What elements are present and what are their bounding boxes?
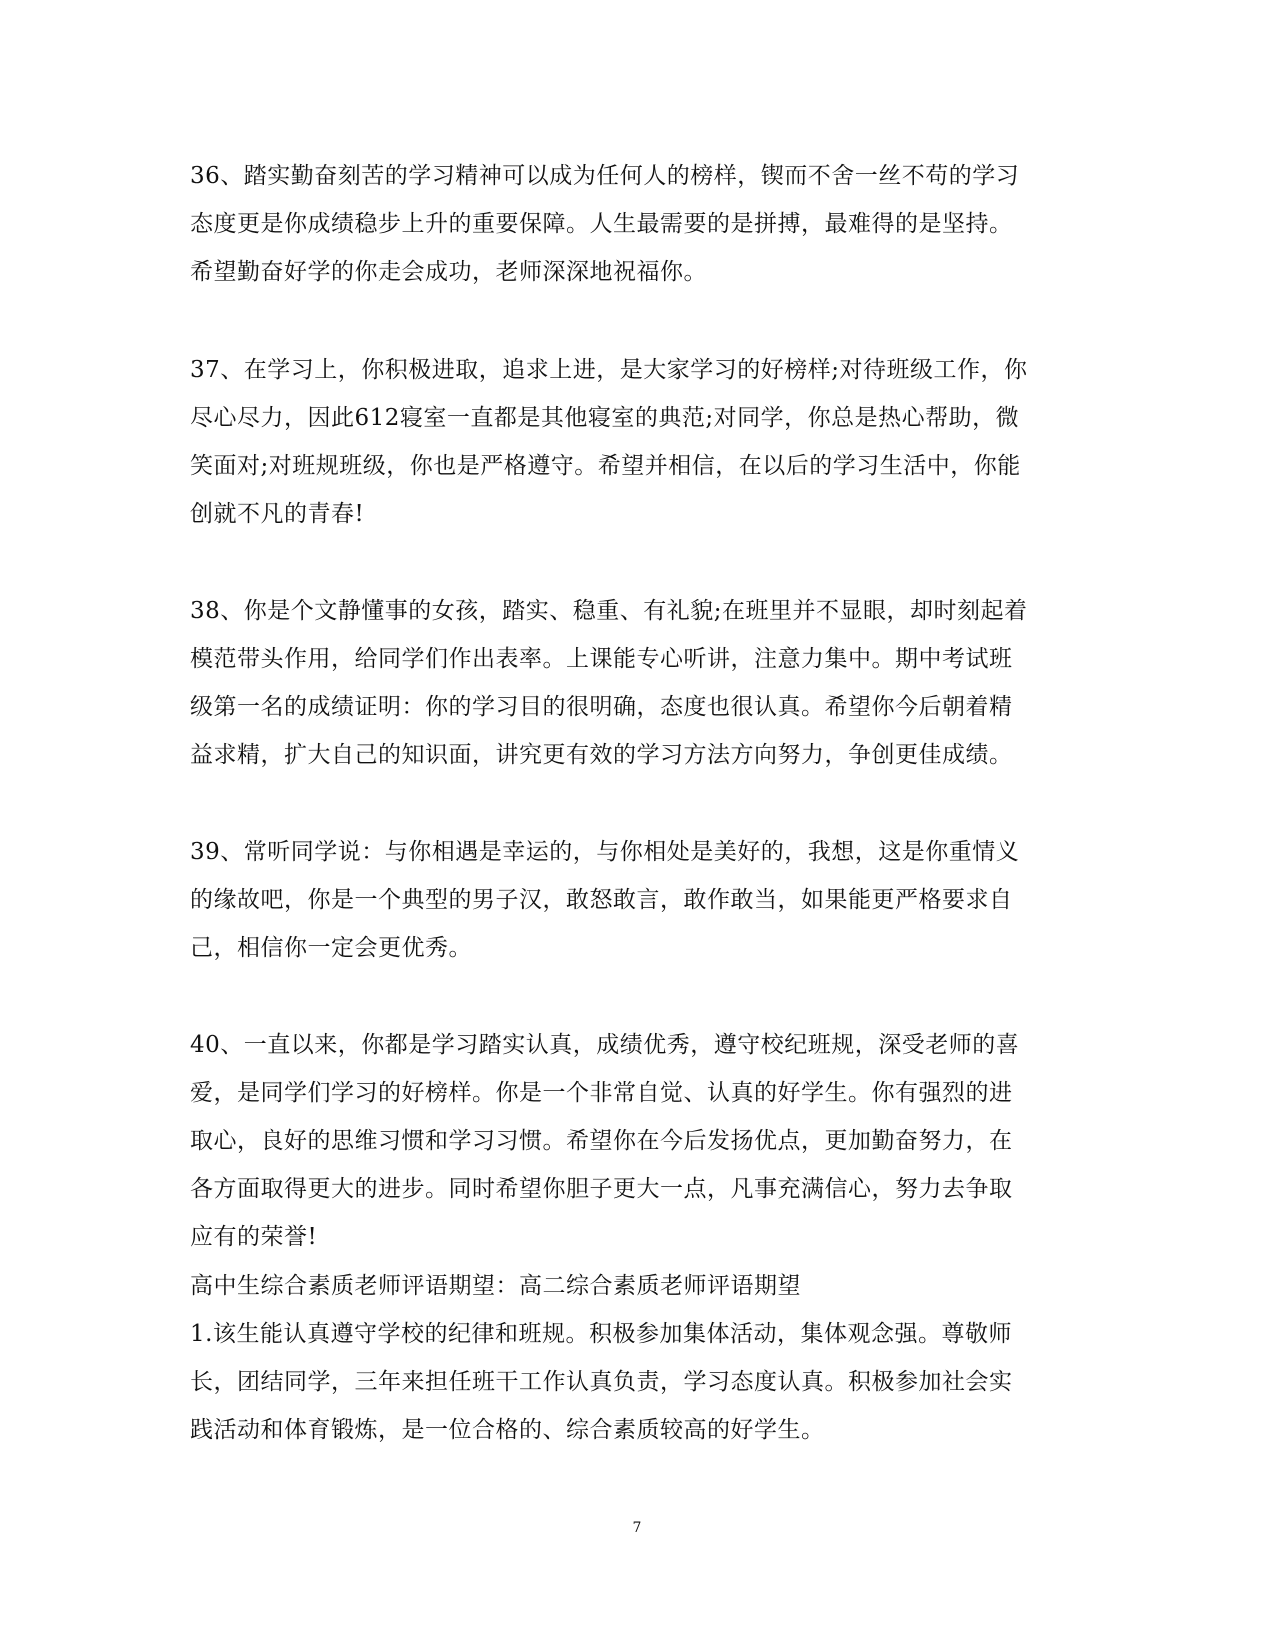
comment-paragraph-39: 39、常听同学说：与你相遇是幸运的，与你相处是美好的，我想，这是你重情义 的缘故吧，你是一个典型的男子汉，敢怒敢言，敢作敢当，如果能更严格要求自 己，相信你一定会更优秀。 (190, 839, 1020, 961)
comment-paragraph-38: 38、你是个文静懂事的女孩，踏实、稳重、有礼貌;在班里并不显眼，却时刻起着 模范带头作用，给同学们作出表率。上课能专心听讲，注意力集中。期中考试班 级第一名的成绩证明：你的学习目的很明确，态度也很认真。希望你今后朝着精 益求精，扩大自己的知识面，讲究更有效的学习方法方向努力，争创更佳成绩。 (190, 598, 1028, 768)
comment-paragraph-37: 37、在学习上，你积极进取，追求上进，是大家学习的好榜样;对待班级工作，你 尽心尽力，因此612寝室一直都是其他寝室的典范;对同学，你总是热心帮助，微 笑面对;对班规班级，你也是严格遵守。希望并相信，在以后的学习生活中，你能 创就不凡的青春! (190, 357, 1028, 527)
page-number: 7 (632, 1520, 642, 1536)
comment-paragraph-40: 40、一直以来，你都是学习踏实认真，成绩优秀，遵守校纪班规，深受老师的喜 爱，是同学们学习的好榜样。你是一个非常自觉、认真的好学生。你有强烈的进 取心，良好的思维习惯和学习习惯。希望你在今后发扬优点，更加勤奋努力，在 各方面取得更大的进步。同时希望你胆子更大一点，凡事充满信心，努力去争取 应有的荣誉! (190, 1032, 1020, 1250)
section-heading: 高中生综合素质老师评语期望：高二综合素质老师评语期望 (190, 1273, 801, 1299)
comment-paragraph-36: 36、踏实勤奋刻苦的学习精神可以成为任何人的榜样，锲而不舍一丝不苟的学习 态度更是你成绩稳步上升的重要保障。人生最需要的是拼搏，最难得的是坚持。 希望勤奋好学的你走会成功，老师深深地祝福你。 (190, 163, 1020, 285)
comment-paragraph-1: 1.该生能认真遵守学校的纪律和班规。积极参加集体活动，集体观念强。尊敬师 长，团结同学，三年来担任班干工作认真负责，学习态度认真。积极参加社会实 践活动和体育锻炼，是一位合格的、综合素质较高的好学生。 (190, 1321, 1013, 1443)
